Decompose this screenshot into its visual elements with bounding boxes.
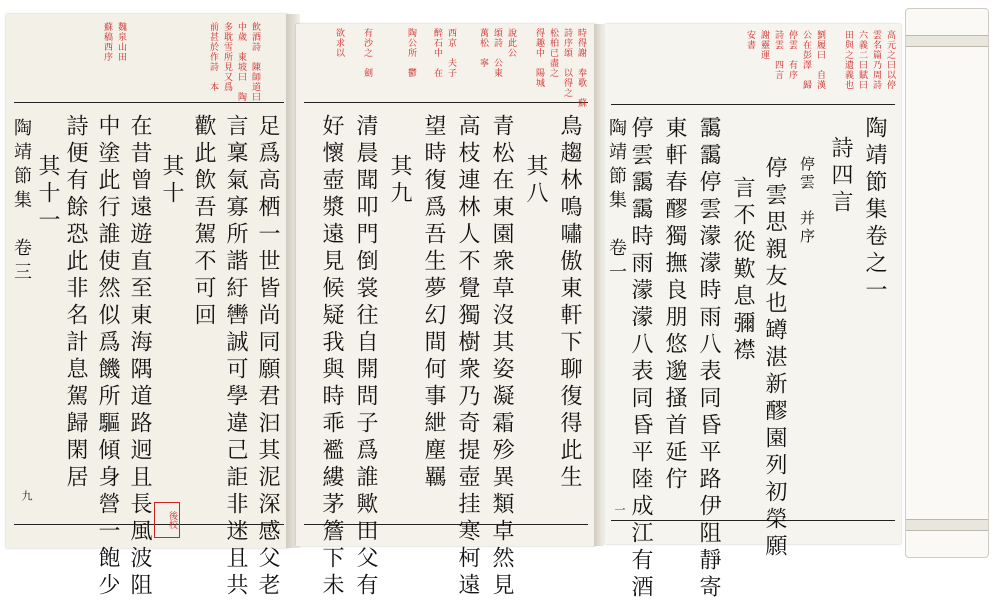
text-column: 言不從歎息彌襟 — [730, 176, 755, 365]
section-heading: 詩四言 — [828, 136, 853, 217]
poem-heading: 其九 — [387, 154, 412, 208]
text-column: 停雲靄靄時雨濛濛八表同昏平陸成江有酒 — [628, 116, 653, 602]
margin-note: 謝靈運 — [759, 30, 769, 60]
margin-note: 頌詩 公東 — [492, 28, 502, 78]
poem-heading: 其十 — [159, 154, 184, 208]
page-header: 陶靖節集 卷三 — [11, 118, 32, 286]
margin-note: 劉履曰 自漢 — [815, 30, 825, 90]
margin-note: 高元之曰以停 — [885, 30, 895, 90]
margin-note: 公在彭澤 歸 — [801, 30, 811, 90]
text-column: 東軒春醪獨撫良朋悠邈搔首延佇 — [662, 116, 687, 494]
middle-page — [296, 24, 596, 600]
top-rule — [304, 102, 588, 103]
top-rule — [14, 102, 284, 103]
text-column: 言稟氣寡所諧紆轡誠可學違己詎非迷且共 — [223, 114, 248, 600]
text-column: 高枝連林人不覺獨樹衆乃奇提壺挂寒柯遠 — [455, 114, 480, 600]
margin-note: 田與之遺義也 — [843, 30, 853, 90]
margin-note: 蘇稿西序 — [102, 22, 112, 62]
page-number: 九 — [20, 490, 33, 501]
margin-note: 六義二曰賦曰 — [857, 30, 867, 90]
volume-band — [906, 519, 988, 531]
margin-note: 醉石中 在 — [432, 28, 442, 78]
rolled-volume — [905, 8, 989, 558]
left-page — [6, 14, 288, 600]
red-stamp: 後校 — [154, 502, 180, 538]
margin-note: 西京 夫子 — [446, 28, 456, 78]
text-column: 望時復爲吾生夢幻間何事紲塵羈 — [421, 114, 446, 492]
margin-note: 詩雲 四言 — [773, 30, 783, 80]
bottom-rule — [304, 524, 588, 525]
page-number: 一 — [613, 504, 626, 515]
page-header: 陶靖節集 卷一 — [606, 118, 627, 286]
volume-band — [906, 35, 988, 47]
margin-note: 飲酒詩 陳師道曰 — [250, 22, 260, 102]
text-column: 青松在東園衆草沒其姿凝霜殄異類卓然見 — [489, 114, 514, 600]
text-column: 靄靄停雲濛濛時雨八表同昏平路伊阻靜寄 — [696, 116, 721, 602]
margin-note: 有沙之 劍 — [362, 28, 372, 78]
margin-note: 多耽雪所見又爲 — [222, 22, 232, 92]
margin-note: 時得謝 奉歌 蘇 — [576, 28, 586, 108]
right-page — [605, 24, 901, 602]
margin-note: 前甚於作詩 本 — [208, 22, 218, 92]
poem-heading: 其十一 — [35, 154, 60, 235]
book-gutter — [594, 24, 604, 546]
margin-note: 欲求以 — [334, 28, 344, 58]
text-column: 在昔曾遠遊直至東海隅道路迥且長風波阻 — [127, 114, 152, 600]
text-column: 停雲思親友也罇湛新醪園列初榮願 — [762, 156, 787, 561]
margin-note: 萬松 寧 — [478, 28, 488, 68]
margin-note: 得趣中 陽城 — [534, 28, 544, 88]
bottom-rule — [611, 520, 895, 521]
margin-note: 中歲 東坡曰 陶 — [236, 22, 246, 102]
top-rule — [611, 104, 895, 105]
margin-note: 安書 — [745, 30, 755, 50]
margin-note: 詩序頌 以得之 — [562, 28, 572, 98]
collection-title: 陶靖節集卷之一 — [862, 116, 887, 305]
margin-note: 松柏已盡之 — [548, 28, 558, 78]
text-column: 清晨聞叩門倒裳往自開問子爲誰歟田父有 — [353, 114, 378, 600]
text-column: 詩便有餘恐此非名計息駕歸閑居 — [63, 114, 88, 492]
text-column: 中塗此行誰使然似爲饑所驅傾身營一飽少 — [95, 114, 120, 600]
poem-heading: 其八 — [523, 154, 548, 208]
margin-note: 雲名篇乃周詩 — [871, 30, 881, 90]
text-column: 足爲高栖一世皆尚同願君汩其泥深感父老 — [255, 114, 280, 600]
margin-note: 魏泉山田 — [116, 22, 126, 62]
text-column: 歡此飲吾駕不可回 — [191, 114, 216, 330]
margin-note: 陶公所 鬱 — [406, 28, 416, 78]
poem-title: 停雲 并序 — [798, 156, 816, 246]
margin-note: 說此公 — [506, 28, 516, 58]
margin-note: 停雲 有序 — [787, 30, 797, 80]
text-column: 鳥趨林鳴嘯傲東軒下聊復得此生 — [557, 114, 582, 492]
text-column: 好懷壺漿遠見候疑我與時乖襤縷茅簷下未 — [319, 114, 344, 600]
